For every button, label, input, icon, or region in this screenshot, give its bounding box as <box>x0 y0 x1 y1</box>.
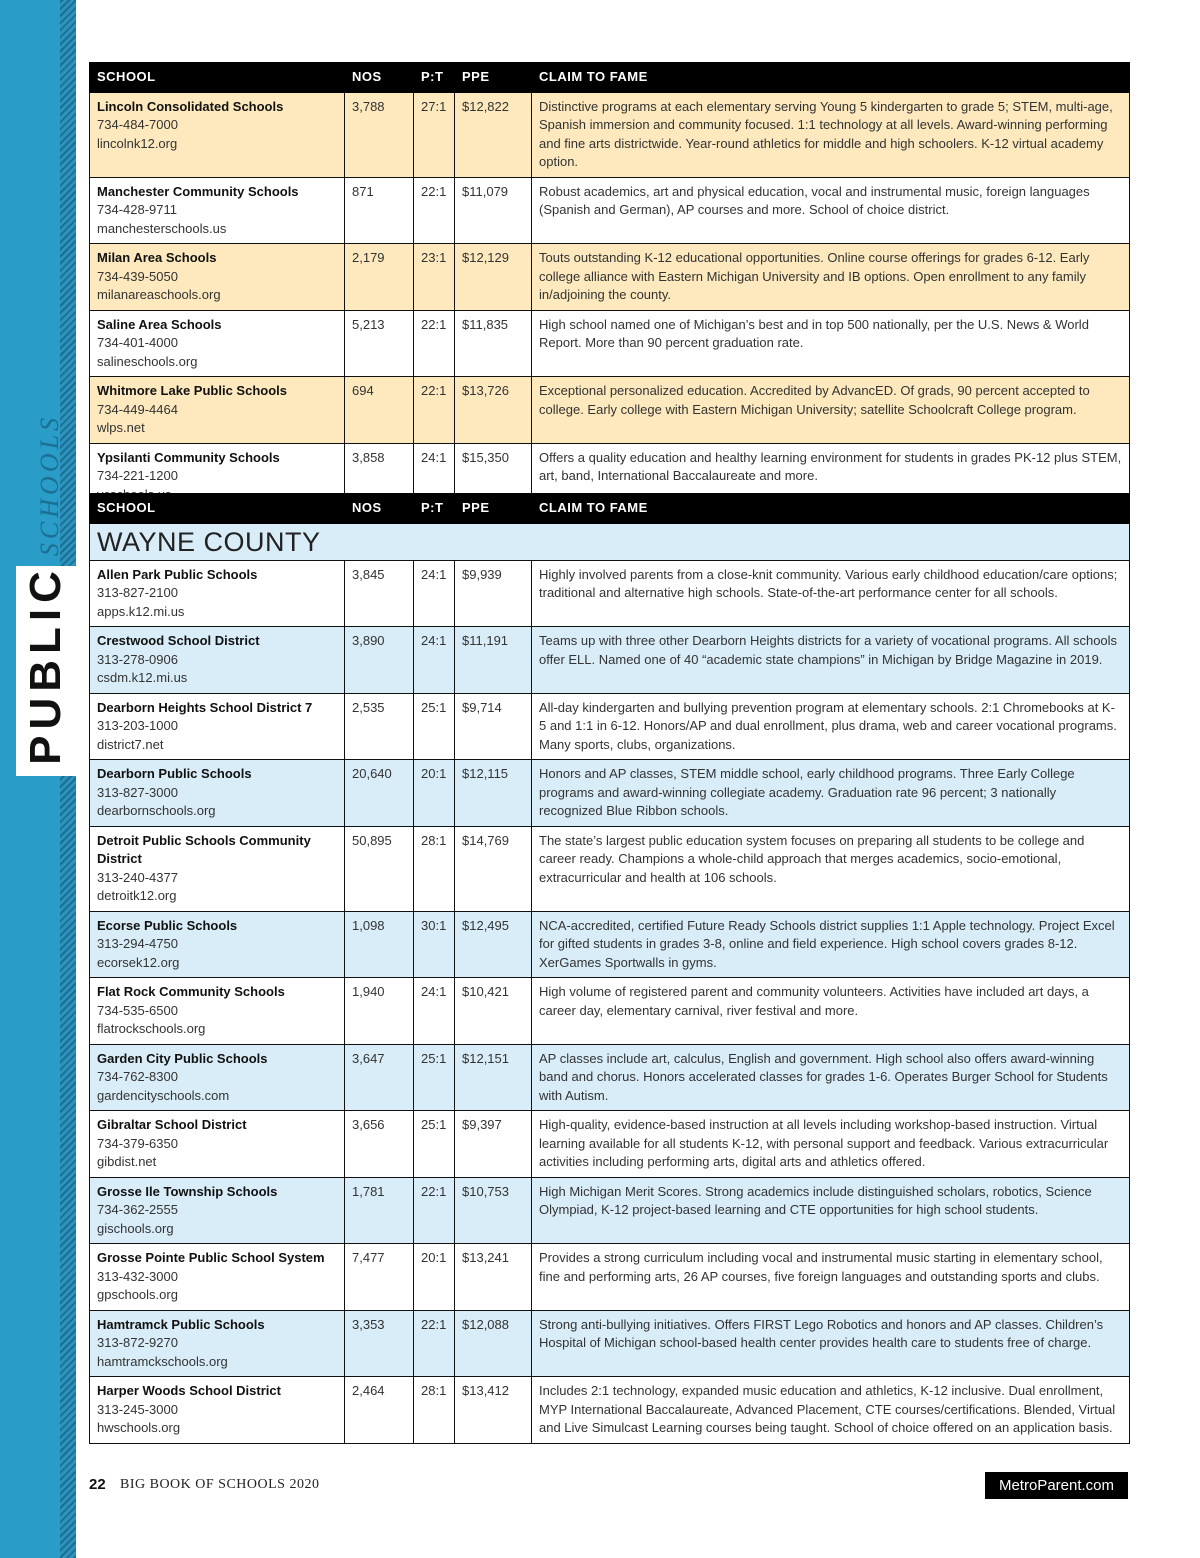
school-phone: 313-203-1000 <box>97 718 178 733</box>
nos-cell: 871 <box>345 177 414 244</box>
school-phone: 734-362-2555 <box>97 1202 178 1217</box>
school-name: Garden City Public Schools <box>97 1050 268 1066</box>
school-phone: 734-221-1200 <box>97 468 178 483</box>
claim-cell: All-day kindergarten and bullying prevention program at elementary schools. 2:1 Chromebooks at K-5 and 1:1 in 6-12. Honors/AP and dual enrollment, plus drama, web and career vocational programs. Many sports, clubs, organizations. <box>532 693 1130 760</box>
nos-cell: 1,098 <box>345 911 414 978</box>
header-school: SCHOOL <box>90 494 345 524</box>
claim-cell: Honors and AP classes, STEM middle school, early childhood programs. Three Early College programs and award-winning collegiate academy. Graduation rate 96 percent; 3 nationally recognized Blue Ribbon schools. <box>532 760 1130 827</box>
ppe-cell: $11,191 <box>455 627 532 694</box>
ppe-cell: $13,241 <box>455 1244 532 1311</box>
school-url: lincolnk12.org <box>97 135 178 151</box>
school-cell <box>90 1177 345 1244</box>
school-name: Grosse Pointe Public School System <box>97 1250 325 1265</box>
school-phone: 313-294-4750 <box>97 936 178 951</box>
nos-cell: 7,477 <box>345 1244 414 1311</box>
school-name: Gibraltar School District <box>97 1117 247 1132</box>
table-row <box>90 310 1130 377</box>
table-row <box>90 1310 1130 1377</box>
table-row <box>90 760 1130 827</box>
school-name: Lincoln Consolidated Schools <box>97 98 284 114</box>
school-phone: 313-245-3000 <box>97 1401 178 1417</box>
school-name: Manchester Community Schools <box>97 183 299 199</box>
school-phone: 313-240-4377 <box>97 869 178 885</box>
school-name: Ypsilanti Community Schools <box>97 449 280 465</box>
nos-cell: 3,890 <box>345 627 414 694</box>
nos-cell: 1,781 <box>345 1177 414 1244</box>
pt-cell: 22:1 <box>414 177 455 244</box>
pt-cell: 22:1 <box>414 377 455 444</box>
nos-cell: 50,895 <box>345 826 414 911</box>
nos-cell: 2,464 <box>345 1377 414 1444</box>
side-label-schools: SCHOOLS <box>35 413 64 557</box>
ppe-cell: $12,151 <box>455 1044 532 1111</box>
county-heading: WAYNE COUNTY <box>90 523 1130 560</box>
school-cell <box>90 1044 345 1111</box>
school-name: Hamtramck Public Schools <box>97 1316 265 1332</box>
school-phone: 313-432-3000 <box>97 1268 178 1284</box>
school-cell <box>90 1111 345 1178</box>
school-cell <box>90 911 345 978</box>
pt-cell: 24:1 <box>414 627 455 694</box>
ppe-cell: $12,495 <box>455 911 532 978</box>
ppe-cell: $10,753 <box>455 1177 532 1244</box>
ppe-cell: $10,421 <box>455 978 532 1045</box>
school-cell <box>90 310 345 377</box>
school-url: hwschools.org <box>97 1420 181 1435</box>
nos-cell: 2,179 <box>345 244 414 311</box>
school-phone: 734-379-6350 <box>97 1135 178 1151</box>
table-row <box>90 627 1130 694</box>
pt-cell: 20:1 <box>414 760 455 827</box>
pt-cell: 24:1 <box>414 443 455 510</box>
ppe-cell: $13,412 <box>455 1377 532 1444</box>
nos-cell: 694 <box>345 377 414 444</box>
school-phone: 734-484-7000 <box>97 117 178 132</box>
school-cell <box>90 1244 345 1311</box>
nos-cell: 20,640 <box>345 760 414 827</box>
table-row <box>90 560 1130 627</box>
table-row <box>90 1377 1130 1444</box>
pt-cell: 25:1 <box>414 693 455 760</box>
table-row <box>90 1111 1130 1178</box>
claim-cell: Exceptional personalized education. Accredited by AdvancED. Of grads, 90 percent accepted to college. Early college with Eastern Michigan University; satellite Schoolcraft College program. <box>532 377 1130 444</box>
school-name: Ecorse Public Schools <box>97 917 238 933</box>
table-row <box>90 244 1130 311</box>
header-claim: CLAIM TO FAME <box>532 63 1130 93</box>
table-header-row <box>90 494 1130 524</box>
table-row <box>90 1244 1130 1311</box>
ppe-cell: $12,129 <box>455 244 532 311</box>
claim-cell: Teams up with three other Dearborn Heights districts for a variety of vocational programs. All schools offer ELL. Named one of 40 “academic state champions” in Michigan by Bridge Magazine in 2019. <box>532 627 1130 694</box>
ppe-cell: $11,079 <box>455 177 532 244</box>
claim-cell: AP classes include art, calculus, English and government. High school also offers award-winning band and chorus. Honors accelerated classes for grades 1-6. Operates Burger School for Students with Autism. <box>532 1044 1130 1111</box>
pt-cell: 25:1 <box>414 1111 455 1178</box>
table-row <box>90 177 1130 244</box>
table-row <box>90 92 1130 177</box>
school-phone: 313-872-9270 <box>97 1335 178 1350</box>
claim-cell: High-quality, evidence-based instruction at all levels including workshop-based instruction. Virtual learning available for all students K-12, with personal support and feedback. Various extracurricular activities including performing arts, digital arts and athletics offered. <box>532 1111 1130 1178</box>
school-cell <box>90 377 345 444</box>
school-url: apps.k12.mi.us <box>97 603 185 619</box>
school-url: milanareaschools.org <box>97 287 221 302</box>
pt-cell: 23:1 <box>414 244 455 311</box>
ppe-cell: $9,397 <box>455 1111 532 1178</box>
school-phone: 313-827-3000 <box>97 784 178 800</box>
header-pt: P:T <box>414 63 455 93</box>
nos-cell: 3,845 <box>345 560 414 627</box>
pt-cell: 27:1 <box>414 92 455 177</box>
school-cell <box>90 826 345 911</box>
school-name: Crestwood School District <box>97 633 260 648</box>
school-cell <box>90 244 345 311</box>
ppe-cell: $12,088 <box>455 1310 532 1377</box>
claim-cell: Distinctive programs at each elementary serving Young 5 kindergarten to grade 5; STEM, multi-age, Spanish immersion and community focused. 1:1 technology at all levels. Award-winning performing and fine arts districtwide. Year-round athletics for middle and high schoolers. K-12 virtual academy option. <box>532 92 1130 177</box>
school-name: Harper Woods School District <box>97 1383 281 1398</box>
claim-cell: High volume of registered parent and community volunteers. Activities have included art days, a career day, elementary carnival, river festival and more. <box>532 978 1130 1045</box>
ppe-cell: $9,939 <box>455 560 532 627</box>
school-name: Allen Park Public Schools <box>97 566 258 582</box>
pt-cell: 25:1 <box>414 1044 455 1111</box>
table-row <box>90 1177 1130 1244</box>
school-cell <box>90 560 345 627</box>
school-url: csdm.k12.mi.us <box>97 670 188 685</box>
nos-cell: 3,353 <box>345 1310 414 1377</box>
claim-cell: High school named one of Michigan’s best and in top 500 nationally, per the U.S. News & World Report. More than 90 percent graduation rate. <box>532 310 1130 377</box>
school-phone: 734-428-9711 <box>97 202 177 217</box>
claim-cell: Provides a strong curriculum including vocal and instrumental music starting in elementary school, fine and performing arts, 26 AP courses, five foreign languages and outstanding sports and clubs. <box>532 1244 1130 1311</box>
school-url: wlps.net <box>97 420 145 435</box>
claim-cell: NCA-accredited, certified Future Ready Schools district supplies 1:1 Apple technology. Project Excel for gifted students in grades 3-8, online and field experience. High school covers grades 8-12. XerGames Sportwalls in gyms. <box>532 911 1130 978</box>
school-cell <box>90 693 345 760</box>
county-heading-row <box>90 523 1130 560</box>
school-cell <box>90 978 345 1045</box>
claim-cell: The state’s largest public education system focuses on preparing all students to be college and career ready. Champions a whole-child approach that merges academics, socio-emotional, extracurricular and health at 106 schools. <box>532 826 1130 911</box>
header-claim: CLAIM TO FAME <box>532 494 1130 524</box>
top-schools-table <box>89 62 1130 510</box>
header-nos: NOS <box>345 63 414 93</box>
school-url: gpschools.org <box>97 1287 178 1302</box>
pt-cell: 22:1 <box>414 1310 455 1377</box>
side-stripe-fill <box>0 0 60 1558</box>
nos-cell: 3,647 <box>345 1044 414 1111</box>
table-row <box>90 826 1130 911</box>
pt-cell: 22:1 <box>414 1177 455 1244</box>
table-row <box>90 693 1130 760</box>
nos-cell: 3,656 <box>345 1111 414 1178</box>
school-url: gischools.org <box>97 1220 174 1236</box>
school-name: Grosse Ile Township Schools <box>97 1183 278 1199</box>
side-stripe <box>0 0 76 1558</box>
pt-cell: 20:1 <box>414 1244 455 1311</box>
school-url: hamtramckschools.org <box>97 1353 228 1369</box>
school-phone: 313-827-2100 <box>97 585 178 600</box>
website-badge: MetroParent.com <box>985 1472 1128 1499</box>
nos-cell: 3,858 <box>345 443 414 510</box>
table-row <box>90 1044 1130 1111</box>
school-name: Whitmore Lake Public Schools <box>97 383 287 398</box>
school-name: Milan Area Schools <box>97 250 217 265</box>
side-label-public: PUBLIC <box>21 565 70 765</box>
nos-cell: 3,788 <box>345 92 414 177</box>
school-name: Saline Area Schools <box>97 316 222 332</box>
ppe-cell: $15,350 <box>455 443 532 510</box>
pt-cell: 28:1 <box>414 1377 455 1444</box>
school-url: salineschools.org <box>97 353 198 369</box>
school-cell <box>90 92 345 177</box>
school-cell <box>90 627 345 694</box>
school-url: detroitk12.org <box>97 888 177 903</box>
nos-cell: 5,213 <box>345 310 414 377</box>
school-name: Dearborn Heights School District 7 <box>97 699 313 715</box>
school-phone: 734-449-4464 <box>97 401 178 417</box>
claim-cell: Robust academics, art and physical education, vocal and instrumental music, foreign languages (Spanish and German), AP courses and more. School of choice district. <box>532 177 1130 244</box>
nos-cell: 1,940 <box>345 978 414 1045</box>
header-school: SCHOOL <box>90 63 345 93</box>
ppe-cell: $14,769 <box>455 826 532 911</box>
pt-cell: 24:1 <box>414 560 455 627</box>
table-row <box>90 978 1130 1045</box>
pt-cell: 28:1 <box>414 826 455 911</box>
school-cell <box>90 1310 345 1377</box>
claim-cell: Offers a quality education and healthy learning environment for students in grades PK-12 plus STEM, art, band, International Baccalaureate and more. <box>532 443 1130 510</box>
school-url: flatrockschools.org <box>97 1021 206 1036</box>
claim-cell: Includes 2:1 technology, expanded music education and athletics, K-12 inclusive. Dual enrollment, MYP International Baccalaureate, Advanced Placement, CTE courses/certifications. Blended, Virtual and Live Simulcast Learning courses being taught. School of choice offered on an application basis. <box>532 1377 1130 1444</box>
wayne-county-table <box>89 493 1130 1444</box>
header-pt: P:T <box>414 494 455 524</box>
pt-cell: 30:1 <box>414 911 455 978</box>
nos-cell: 2,535 <box>345 693 414 760</box>
school-cell <box>90 760 345 827</box>
claim-cell: Highly involved parents from a close-knit community. Various early childhood education/care options; traditional and alternative high schools. State-of-the-art performance center for all schools. <box>532 560 1130 627</box>
school-url: ecorsek12.org <box>97 954 180 970</box>
claim-cell: Touts outstanding K-12 educational opportunities. Online course offerings for grades 6-12. Early college alliance with Eastern Michigan University and IB options. Open enrollment to any family in/adjoining the county. <box>532 244 1130 311</box>
school-phone: 734-762-8300 <box>97 1069 178 1084</box>
school-name: Flat Rock Community Schools <box>97 984 285 999</box>
school-cell <box>90 177 345 244</box>
claim-cell: Strong anti-bullying initiatives. Offers FIRST Lego Robotics and honors and AP classes. Children’s Hospital of Michigan school-based health center provides health care to students free of charge. <box>532 1310 1130 1377</box>
table-header-row <box>90 63 1130 93</box>
school-url: gibdist.net <box>97 1154 157 1169</box>
ppe-cell: $13,726 <box>455 377 532 444</box>
school-name: Dearborn Public Schools <box>97 766 252 781</box>
header-ppe: PPE <box>455 63 532 93</box>
claim-cell: High Michigan Merit Scores. Strong academics include distinguished scholars, robotics, Science Olympiad, K-12 project-based learning and CTE opportunities for high school students. <box>532 1177 1130 1244</box>
header-nos: NOS <box>345 494 414 524</box>
ppe-cell: $12,115 <box>455 760 532 827</box>
ppe-cell: $9,714 <box>455 693 532 760</box>
publication-title: BIG BOOK OF SCHOOLS 2020 <box>120 1477 320 1492</box>
table-row <box>90 377 1130 444</box>
pt-cell: 24:1 <box>414 978 455 1045</box>
school-cell <box>90 1377 345 1444</box>
school-url: gardencityschools.com <box>97 1087 230 1103</box>
school-phone: 313-278-0906 <box>97 651 178 667</box>
school-phone: 734-535-6500 <box>97 1002 178 1018</box>
table-row <box>90 911 1130 978</box>
school-url: dearbornschools.org <box>97 803 216 818</box>
pt-cell: 22:1 <box>414 310 455 377</box>
school-url: manchesterschools.us <box>97 220 227 236</box>
school-phone: 734-401-4000 <box>97 335 178 350</box>
ppe-cell: $12,822 <box>455 92 532 177</box>
school-name: Detroit Public Schools Community District <box>97 832 311 866</box>
header-ppe: PPE <box>455 494 532 524</box>
ppe-cell: $11,835 <box>455 310 532 377</box>
page-number: 22 <box>89 1476 106 1493</box>
school-url: district7.net <box>97 736 164 752</box>
school-phone: 734-439-5050 <box>97 268 178 284</box>
